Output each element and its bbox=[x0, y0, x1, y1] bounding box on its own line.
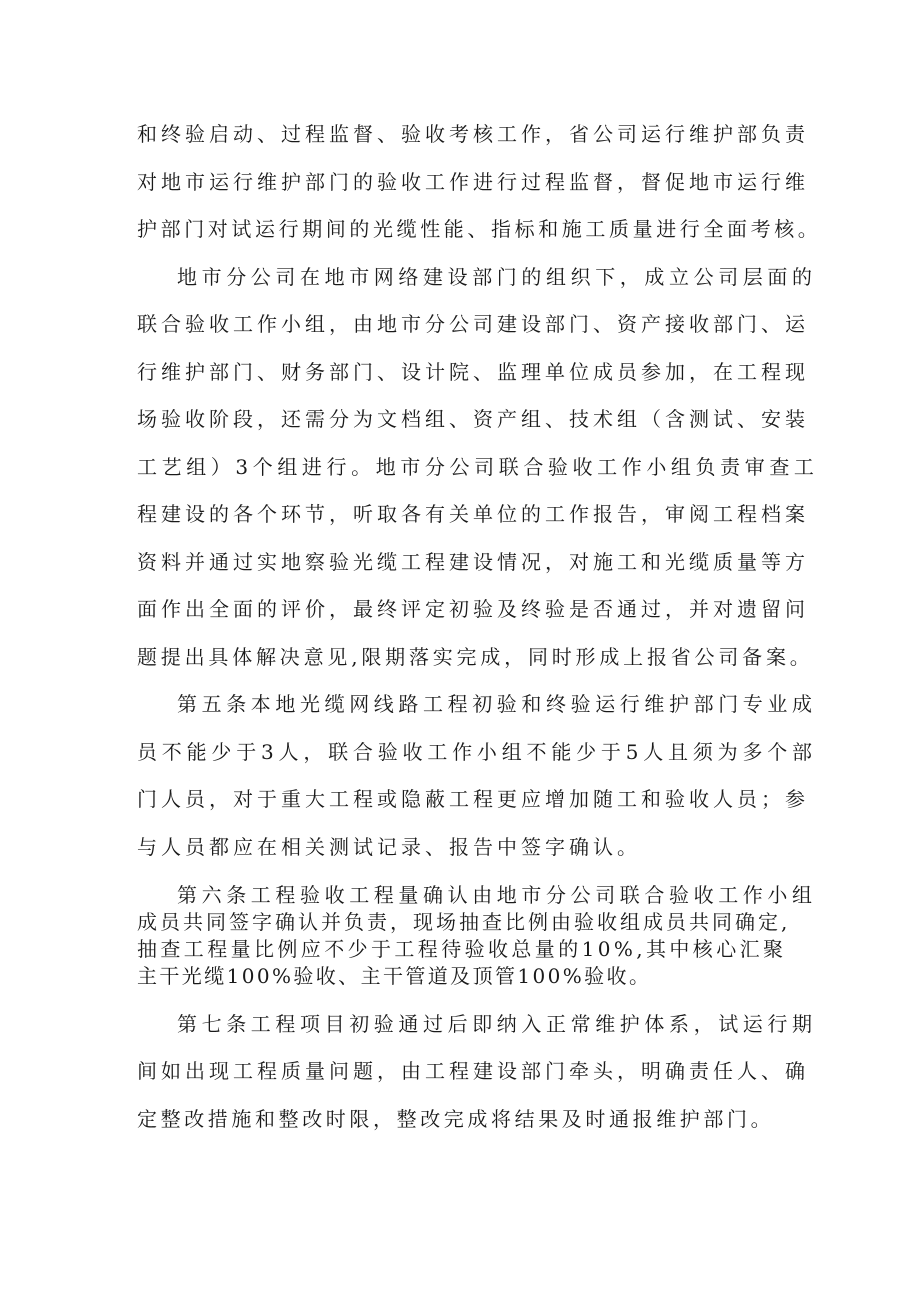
text-line: 程建设的各个环节，听取各有关单位的工作报告，审阅工程档案 bbox=[137, 502, 809, 526]
text-line: 联合验收工作小组，由地市分公司建设部门、资产接收部门、运 bbox=[137, 312, 809, 336]
paragraph-first-line: 第七条工程项目初验通过后即纳入正常维护体系，试运行期 bbox=[177, 1012, 817, 1036]
text-line: 对地市运行维护部门的验收工作进行过程监督，督促地市运行维 bbox=[137, 170, 809, 194]
text-line: 护部门对试运行期间的光缆性能、指标和施工质量进行全面考核。 bbox=[137, 217, 822, 241]
text-line: 抽查工程量比例应不少于工程待验收总量的10%,其中核心汇聚 bbox=[137, 937, 787, 961]
paragraph-first-line: 第五条本地光缆网线路工程初验和终验运行维护部门专业成 bbox=[177, 692, 817, 716]
paragraph-first-line: 第六条工程验收工程量确认由地市分公司联合验收工作小组 bbox=[177, 883, 817, 907]
text-line: 面作出全面的评价，最终评定初验及终验是否通过，并对遗留问 bbox=[137, 597, 809, 621]
text-line: 定整改措施和整改时限，整改完成将结果及时通报维护部门。 bbox=[137, 1107, 775, 1131]
text-line: 主干光缆100%验收、主干管道及顶管100%验收。 bbox=[137, 964, 652, 988]
text-line: 和终验启动、过程监督、验收考核工作，省公司运行维护部负责 bbox=[137, 122, 809, 146]
text-line: 工艺组）3个组进行。地市分公司联合验收工作小组负责审查工 bbox=[137, 455, 819, 479]
paragraph-first-line: 地市分公司在地市网络建设部门的组织下，成立公司层面的 bbox=[177, 265, 817, 289]
text-line: 员不能少于3人，联合验收工作小组不能少于5人且须为多个部 bbox=[137, 740, 817, 764]
text-line: 成员共同签字确认并负责，现场抽查比例由验收组成员共同确定, bbox=[137, 910, 791, 934]
text-line: 与人员都应在相关测试记录、报告中签字确认。 bbox=[137, 835, 641, 859]
text-line: 资料并通过实地察验光缆工程建设情况，对施工和光缆质量等方 bbox=[137, 550, 809, 574]
text-line: 间如出现工程质量问题，由工程建设部门牵头，明确责任人、确 bbox=[137, 1059, 809, 1083]
text-line: 场验收阶段，还需分为文档组、资产组、技术组（含测试、安装 bbox=[137, 407, 809, 431]
text-line: 门人员，对于重大工程或隐蔽工程更应增加随工和验收人员；参 bbox=[137, 787, 809, 811]
text-line: 题提出具体解决意见,限期落实完成，同时形成上报省公司备案。 bbox=[137, 645, 814, 669]
text-line: 行维护部门、财务部门、设计院、监理单位成员参加，在工程现 bbox=[137, 360, 809, 384]
